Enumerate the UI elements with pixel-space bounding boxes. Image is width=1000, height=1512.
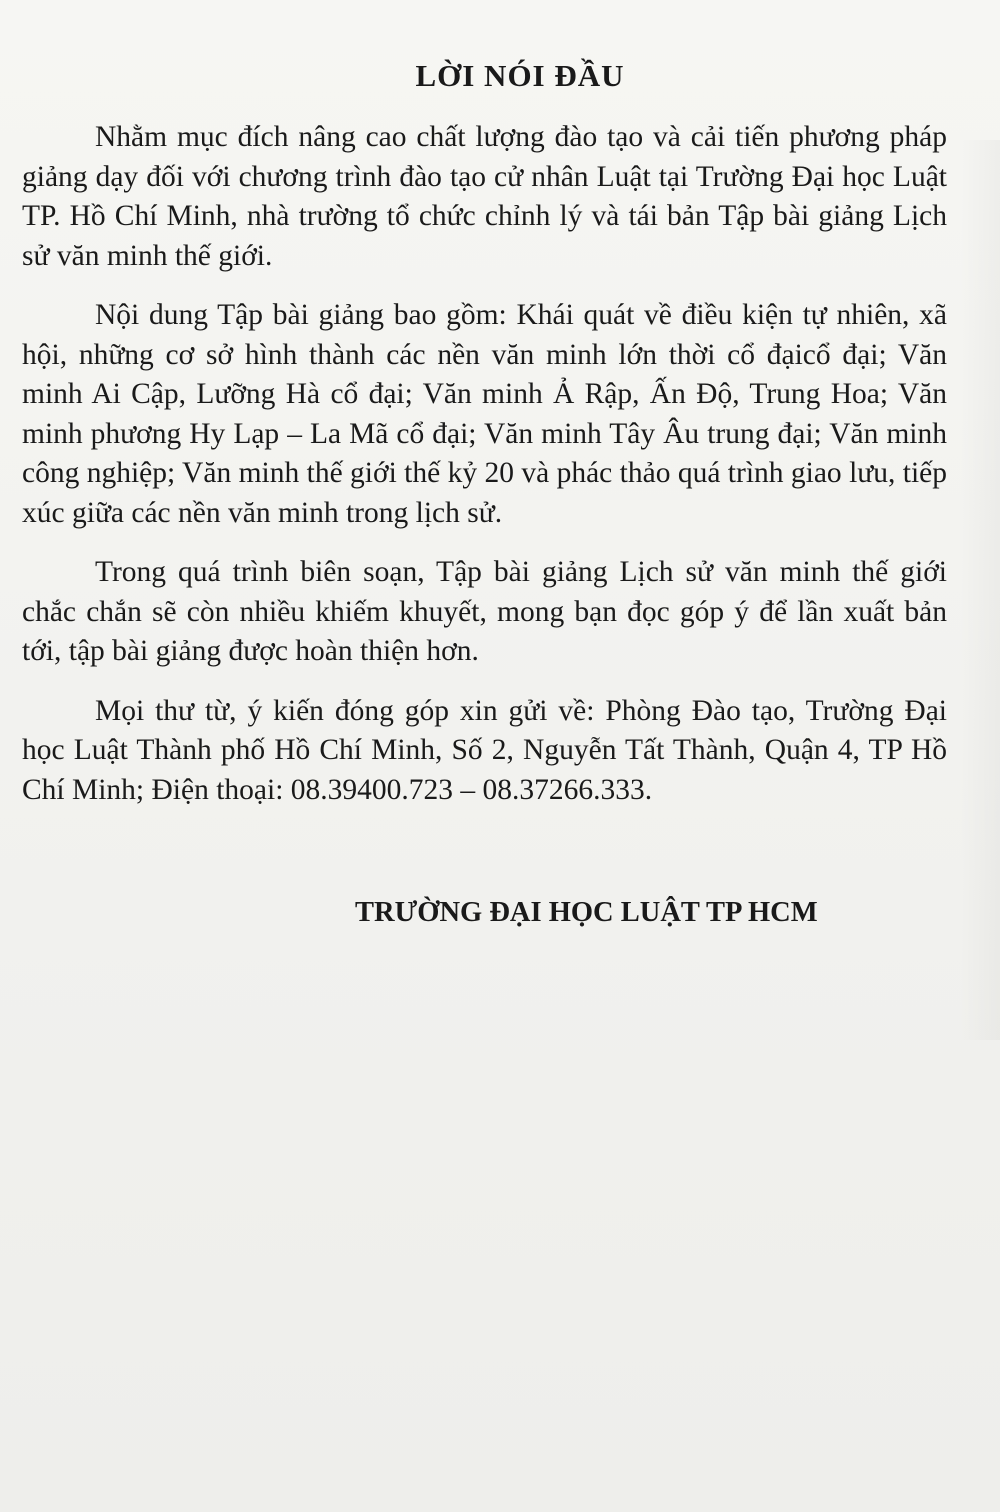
show-through-shadow bbox=[960, 140, 1000, 1040]
signature-line: TRƯỜNG ĐẠI HỌC LUẬT TP HCM bbox=[355, 897, 818, 928]
paragraph-contact: Mọi thư từ, ý kiến đóng góp xin gửi về: Phòng Đào tạo, Trường Đại học Luật Thành phố Hồ Chí Minh, Số 2, Nguyễn Tất Thành, Quận 4, TP Hồ Chí Minh; Điện thoại: 08.39400.723 – 08.37266.333. bbox=[22, 694, 947, 806]
preface-body bbox=[22, 118, 947, 830]
paragraph-feedback: Trong quá trình biên soạn, Tập bài giảng Lịch sử văn minh thế giới chắc chắn sẽ còn nhiều khiếm khuyết, mong bạn đọc góp ý để lần xuất bản tới, tập bài giảng được hoàn thiện hơn. bbox=[22, 556, 947, 667]
page-title: LỜI NÓI ĐẦU bbox=[415, 58, 625, 93]
paragraph-purpose: Nhằm mục đích nâng cao chất lượng đào tạo và cải tiến phương pháp giảng dạy đối với chương trình đào tạo cử nhân Luật tại Trường Đại học Luật TP. Hồ Chí Minh, nhà trường tổ chức chỉnh lý và tái bản Tập bài giảng Lịch sử văn minh thế giới. bbox=[22, 121, 947, 272]
paragraph-contents: Nội dung Tập bài giảng bao gồm: Khái quát về điều kiện tự nhiên, xã hội, những cơ sở hình thành các nền văn minh lớn thời cổ đạicổ đại; Văn minh Ai Cập, Lưỡng Hà cổ đại; Văn minh Ả Rập, Ấn Độ, Trung Hoa; Văn minh phương Hy Lạp – La Mã cổ đại; Văn minh Tây Âu trung đại; Văn minh công nghiệp; Văn minh thế giới thế kỷ 20 và phác thảo quá trình giao lưu, tiếp xúc giữa các nền văn minh trong lịch sử. bbox=[22, 299, 947, 529]
